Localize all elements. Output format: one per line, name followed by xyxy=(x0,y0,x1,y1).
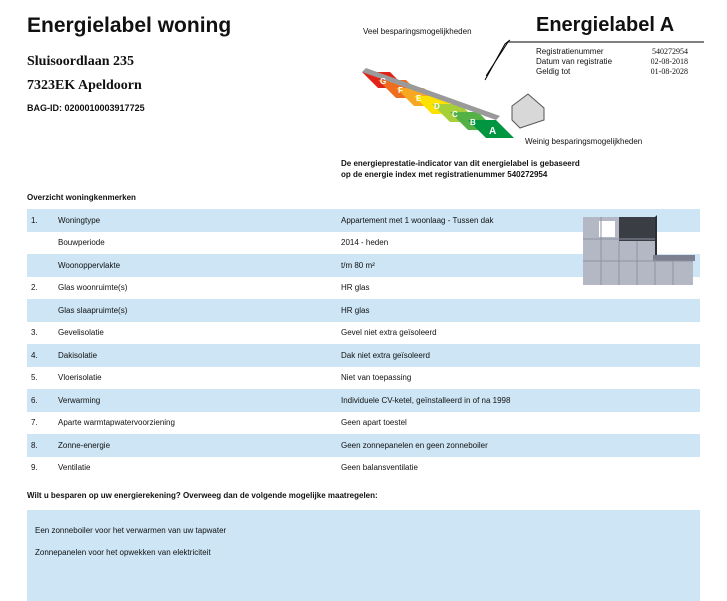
scale-letter-c: C xyxy=(452,110,458,119)
scale-house-icon xyxy=(512,94,544,128)
table-row xyxy=(27,299,700,322)
feature-number: 2. xyxy=(31,283,38,293)
advice-item: Zonnepanelen voor het opwekken van elektriciteit xyxy=(35,548,211,557)
feature-number: 4. xyxy=(31,350,38,360)
feature-label: Dakisolatie xyxy=(58,350,98,360)
table-row xyxy=(27,434,700,457)
feature-value: HR glas xyxy=(341,305,370,315)
table-row xyxy=(27,389,700,412)
feature-label: Glas woonruimte(s) xyxy=(58,283,128,293)
registration-value: 01-08-2028 xyxy=(650,67,688,76)
feature-label: Aparte warmtapwatervoorziening xyxy=(58,418,175,428)
apartment-building-illustration xyxy=(583,215,695,287)
feature-number: 3. xyxy=(31,328,38,338)
table-row xyxy=(27,367,700,390)
table-row xyxy=(27,322,700,345)
registration-value: 02-08-2018 xyxy=(650,57,688,66)
feature-label: Woonoppervlakte xyxy=(58,260,121,270)
feature-value: 2014 - heden xyxy=(341,238,389,248)
scale-letter-b: B xyxy=(470,118,476,127)
overview-title: Overzicht woningkenmerken xyxy=(27,193,136,202)
registration-label: Registratienummer xyxy=(536,47,604,56)
table-row xyxy=(27,412,700,435)
feature-number: 1. xyxy=(31,215,38,225)
feature-label: Ventilatie xyxy=(58,463,91,473)
indicator-line: De energieprestatie-indicator van dit energielabel is gebaseerd xyxy=(341,159,580,168)
indicator-line: op de energie index met registratienummer 540272954 xyxy=(341,170,548,179)
feature-label: Verwarming xyxy=(58,395,101,405)
feature-label: Woningtype xyxy=(58,215,101,225)
feature-value: Gevel niet extra geïsoleerd xyxy=(341,328,437,338)
feature-number: 5. xyxy=(31,373,38,383)
registration-table xyxy=(536,47,688,77)
advice-item: Een zonneboiler voor het verwarmen van uw tapwater xyxy=(35,526,227,535)
advice-title: Wilt u besparen op uw energierekening? Overweeg dan de volgende mogelijke maatregelen: xyxy=(27,491,378,500)
feature-value: Dak niet extra geïsoleerd xyxy=(341,350,430,360)
feature-value: Geen balansventilatie xyxy=(341,463,418,473)
feature-number: 7. xyxy=(31,418,38,428)
address-street: Sluisoordlaan 235 xyxy=(27,54,134,69)
feature-value: Individuele CV-ketel, geïnstalleerd in of na 1998 xyxy=(341,395,511,405)
scale-letter-a: A xyxy=(489,126,497,137)
feature-number: 8. xyxy=(31,440,38,450)
registration-row xyxy=(536,57,688,67)
feature-value: Niet van toepassing xyxy=(341,373,412,383)
feature-value: t/m 80 m² xyxy=(341,260,375,270)
feature-value: Geen apart toestel xyxy=(341,418,407,428)
address-postal-city: 7323EK Apeldoorn xyxy=(27,78,142,93)
bag-id: BAG-ID: 0200010003917725 xyxy=(27,103,145,113)
scale-top-text: Veel besparingsmogelijkheden xyxy=(363,27,472,36)
registration-row xyxy=(536,47,688,57)
feature-value: Geen zonnepanelen en geen zonneboiler xyxy=(341,440,488,450)
feature-number: 9. xyxy=(31,463,38,473)
table-row xyxy=(27,344,700,367)
scale-letter-f: F xyxy=(398,86,403,95)
scale-letter-d: D xyxy=(434,102,440,111)
registration-value: 540272954 xyxy=(652,47,688,56)
registration-row xyxy=(536,67,688,77)
page-title: Energielabel woning xyxy=(27,14,232,37)
feature-label: Gevelisolatie xyxy=(58,328,104,338)
registration-label: Geldig tot xyxy=(536,67,571,76)
feature-number: 6. xyxy=(31,395,38,405)
feature-label: Bouwperiode xyxy=(58,238,105,248)
scale-bottom-text: Weinig besparingsmogelijkheden xyxy=(525,137,643,146)
scale-letter-g: G xyxy=(380,77,387,86)
feature-value: HR glas xyxy=(341,283,370,293)
indicator-text xyxy=(341,158,621,180)
advice-box xyxy=(27,510,700,601)
feature-label: Zonne-energie xyxy=(58,440,111,450)
scale-letter-e: E xyxy=(416,94,422,103)
label-title: Energielabel A xyxy=(536,14,675,36)
feature-label: Glas slaapruimte(s) xyxy=(58,305,128,315)
table-row xyxy=(27,457,700,480)
registration-label: Datum van registratie xyxy=(536,57,613,66)
feature-label: Vloerisolatie xyxy=(58,373,102,383)
feature-value: Appartement met 1 woonlaag - Tussen dak xyxy=(341,215,494,225)
